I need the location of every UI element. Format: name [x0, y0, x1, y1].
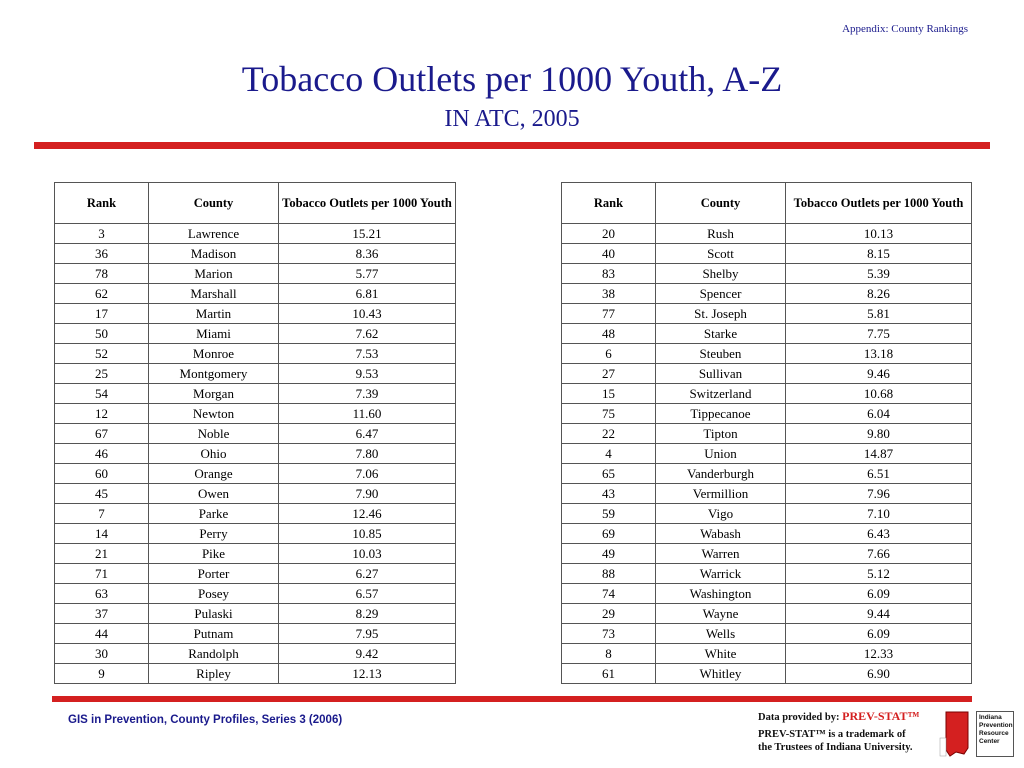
outlets-cell: 7.06: [279, 464, 456, 484]
outlets-cell: 6.09: [786, 584, 972, 604]
table-row: [562, 264, 972, 284]
table-row: [562, 664, 972, 684]
table-row: [562, 344, 972, 364]
rank-cell: 6: [562, 344, 656, 364]
county-cell: Monroe: [149, 344, 279, 364]
rank-cell: 15: [562, 384, 656, 404]
column-header-county: County: [149, 183, 279, 224]
table-row: [55, 424, 456, 444]
outlets-cell: 12.46: [279, 504, 456, 524]
rank-cell: 54: [55, 384, 149, 404]
rank-cell: 83: [562, 264, 656, 284]
column-header-county: County: [656, 183, 786, 224]
table-row: [55, 364, 456, 384]
rank-cell: 40: [562, 244, 656, 264]
table-row: [55, 244, 456, 264]
rank-cell: 14: [55, 524, 149, 544]
table-row: [562, 364, 972, 384]
county-cell: Whitley: [656, 664, 786, 684]
county-cell: Switzerland: [656, 384, 786, 404]
outlets-cell: 10.85: [279, 524, 456, 544]
table-row: [562, 644, 972, 664]
table-row: [55, 264, 456, 284]
rank-cell: 30: [55, 644, 149, 664]
county-cell: Vermillion: [656, 484, 786, 504]
county-cell: Miami: [149, 324, 279, 344]
table-body-right: [562, 224, 972, 684]
table-row: [55, 444, 456, 464]
table-row: [562, 544, 972, 564]
outlets-cell: 12.33: [786, 644, 972, 664]
table-row: [562, 404, 972, 424]
table-row: [55, 344, 456, 364]
outlets-cell: 6.27: [279, 564, 456, 584]
rank-cell: 22: [562, 424, 656, 444]
trademark-line-2: the Trustees of Indiana University.: [758, 742, 913, 753]
rank-cell: 75: [562, 404, 656, 424]
outlets-cell: 6.43: [786, 524, 972, 544]
table-row: [55, 644, 456, 664]
rank-cell: 88: [562, 564, 656, 584]
provided-by-label: Data provided by:: [758, 712, 840, 723]
column-header-outlets: Tobacco Outlets per 1000 Youth: [279, 183, 456, 224]
column-header-rank: Rank: [562, 183, 656, 224]
outlets-cell: 7.90: [279, 484, 456, 504]
outlets-cell: 8.26: [786, 284, 972, 304]
page-title: Tobacco Outlets per 1000 Youth, A-Z: [241, 59, 783, 99]
rank-cell: 29: [562, 604, 656, 624]
rank-cell: 77: [562, 304, 656, 324]
county-cell: Spencer: [656, 284, 786, 304]
outlets-cell: 13.18: [786, 344, 972, 364]
rank-cell: 49: [562, 544, 656, 564]
county-cell: Rush: [656, 224, 786, 244]
column-header-rank: Rank: [55, 183, 149, 224]
county-cell: Wabash: [656, 524, 786, 544]
outlets-cell: 6.90: [786, 664, 972, 684]
ranking-table-left: [54, 182, 456, 684]
county-cell: Porter: [149, 564, 279, 584]
table-row: [562, 444, 972, 464]
county-cell: Orange: [149, 464, 279, 484]
outlets-cell: 6.47: [279, 424, 456, 444]
outlets-cell: 6.51: [786, 464, 972, 484]
outlets-cell: 7.62: [279, 324, 456, 344]
county-cell: Tippecanoe: [656, 404, 786, 424]
table-row: [562, 284, 972, 304]
county-cell: Scott: [656, 244, 786, 264]
outlets-cell: 7.75: [786, 324, 972, 344]
top-divider: [34, 142, 990, 149]
outlets-cell: 9.46: [786, 364, 972, 384]
outlets-cell: 15.21: [279, 224, 456, 244]
county-cell: Owen: [149, 484, 279, 504]
table-header-row: [562, 183, 972, 224]
table-row: [562, 424, 972, 444]
county-cell: Noble: [149, 424, 279, 444]
outlets-cell: 7.96: [786, 484, 972, 504]
outlets-cell: 12.13: [279, 664, 456, 684]
rank-cell: 4: [562, 444, 656, 464]
rank-cell: 60: [55, 464, 149, 484]
footer-series-label: GIS in Prevention, County Profiles, Series 3 (2006): [68, 714, 343, 726]
rank-cell: 12: [55, 404, 149, 424]
outlets-cell: 5.81: [786, 304, 972, 324]
county-cell: Parke: [149, 504, 279, 524]
outlets-cell: 6.09: [786, 624, 972, 644]
rank-cell: 69: [562, 524, 656, 544]
county-cell: Montgomery: [149, 364, 279, 384]
table-row: [562, 384, 972, 404]
outlets-cell: 9.42: [279, 644, 456, 664]
county-cell: White: [656, 644, 786, 664]
outlets-cell: 10.13: [786, 224, 972, 244]
outlets-cell: 5.39: [786, 264, 972, 284]
county-cell: Newton: [149, 404, 279, 424]
rank-cell: 25: [55, 364, 149, 384]
county-cell: Pike: [149, 544, 279, 564]
county-cell: Posey: [149, 584, 279, 604]
rank-cell: 21: [55, 544, 149, 564]
rank-cell: 48: [562, 324, 656, 344]
rank-cell: 63: [55, 584, 149, 604]
rank-cell: 43: [562, 484, 656, 504]
county-cell: Morgan: [149, 384, 279, 404]
table-row: [562, 624, 972, 644]
table-row: [562, 524, 972, 544]
county-cell: Martin: [149, 304, 279, 324]
table-row: [55, 584, 456, 604]
county-cell: Warren: [656, 544, 786, 564]
rank-cell: 73: [562, 624, 656, 644]
table-row: [55, 404, 456, 424]
rank-cell: 37: [55, 604, 149, 624]
table-row: [55, 624, 456, 644]
rank-cell: 3: [55, 224, 149, 244]
county-cell: Ripley: [149, 664, 279, 684]
table-row: [55, 664, 456, 684]
provided-by-line: [758, 710, 919, 724]
outlets-cell: 10.43: [279, 304, 456, 324]
county-cell: Union: [656, 444, 786, 464]
outlets-cell: 14.87: [786, 444, 972, 464]
rank-cell: 45: [55, 484, 149, 504]
table-row: [55, 484, 456, 504]
bottom-divider: [52, 696, 972, 702]
rank-cell: 8: [562, 644, 656, 664]
rank-cell: 44: [55, 624, 149, 644]
county-cell: Pulaski: [149, 604, 279, 624]
table-row: [55, 544, 456, 564]
county-cell: Vigo: [656, 504, 786, 524]
table-row: [562, 224, 972, 244]
rank-cell: 52: [55, 344, 149, 364]
table-row: [55, 384, 456, 404]
outlets-cell: 5.12: [786, 564, 972, 584]
table-body-left: [55, 224, 456, 684]
rank-cell: 65: [562, 464, 656, 484]
outlets-cell: 6.57: [279, 584, 456, 604]
table-row: [55, 464, 456, 484]
rank-cell: 61: [562, 664, 656, 684]
county-cell: Tipton: [656, 424, 786, 444]
county-cell: Lawrence: [149, 224, 279, 244]
table-row: [55, 564, 456, 584]
outlets-cell: 7.39: [279, 384, 456, 404]
table-row: [562, 604, 972, 624]
outlets-cell: 6.81: [279, 284, 456, 304]
county-cell: Ohio: [149, 444, 279, 464]
table-row: [562, 324, 972, 344]
logo-text: Indiana Prevention Resource Center: [976, 711, 1014, 757]
iprc-logo: [938, 708, 1016, 760]
rank-cell: 38: [562, 284, 656, 304]
outlets-cell: 5.77: [279, 264, 456, 284]
county-cell: Marshall: [149, 284, 279, 304]
outlets-cell: 7.10: [786, 504, 972, 524]
county-cell: Steuben: [656, 344, 786, 364]
table-row: [562, 584, 972, 604]
outlets-cell: 7.66: [786, 544, 972, 564]
table-header-row: [55, 183, 456, 224]
ranking-table-right: [561, 182, 972, 684]
outlets-cell: 6.04: [786, 404, 972, 424]
outlets-cell: 7.53: [279, 344, 456, 364]
county-cell: Marion: [149, 264, 279, 284]
outlets-cell: 8.29: [279, 604, 456, 624]
county-cell: Wells: [656, 624, 786, 644]
county-cell: Starke: [656, 324, 786, 344]
county-cell: Washington: [656, 584, 786, 604]
rank-cell: 20: [562, 224, 656, 244]
county-cell: Randolph: [149, 644, 279, 664]
table-row: [55, 524, 456, 544]
outlets-cell: 7.80: [279, 444, 456, 464]
rank-cell: 71: [55, 564, 149, 584]
page-subtitle: IN ATC, 2005: [444, 106, 580, 132]
trademark-line-1: PREV-STAT™ is a trademark of: [758, 729, 906, 740]
table-row: [562, 504, 972, 524]
table-row: [562, 464, 972, 484]
outlets-cell: 7.95: [279, 624, 456, 644]
outlets-cell: 10.03: [279, 544, 456, 564]
table-row: [55, 604, 456, 624]
column-header-outlets: Tobacco Outlets per 1000 Youth: [786, 183, 972, 224]
county-cell: Warrick: [656, 564, 786, 584]
rank-cell: 74: [562, 584, 656, 604]
rank-cell: 27: [562, 364, 656, 384]
outlets-cell: 9.80: [786, 424, 972, 444]
table-row: [55, 224, 456, 244]
rank-cell: 36: [55, 244, 149, 264]
outlets-cell: 9.53: [279, 364, 456, 384]
county-cell: Madison: [149, 244, 279, 264]
table-row: [562, 304, 972, 324]
table-row: [562, 244, 972, 264]
table-row: [562, 564, 972, 584]
county-cell: Putnam: [149, 624, 279, 644]
table-row: [55, 284, 456, 304]
rank-cell: 78: [55, 264, 149, 284]
rank-cell: 50: [55, 324, 149, 344]
rank-cell: 17: [55, 304, 149, 324]
outlets-cell: 11.60: [279, 404, 456, 424]
outlets-cell: 10.68: [786, 384, 972, 404]
rank-cell: 7: [55, 504, 149, 524]
outlets-cell: 9.44: [786, 604, 972, 624]
rank-cell: 62: [55, 284, 149, 304]
county-cell: Vanderburgh: [656, 464, 786, 484]
footer-credits: [758, 710, 919, 754]
rank-cell: 67: [55, 424, 149, 444]
table-row: [55, 504, 456, 524]
appendix-label: Appendix: County Rankings: [842, 23, 968, 35]
county-cell: St. Joseph: [656, 304, 786, 324]
outlets-cell: 8.36: [279, 244, 456, 264]
county-cell: Sullivan: [656, 364, 786, 384]
table-row: [55, 304, 456, 324]
rank-cell: 59: [562, 504, 656, 524]
table-row: [562, 484, 972, 504]
county-cell: Wayne: [656, 604, 786, 624]
rank-cell: 9: [55, 664, 149, 684]
county-cell: Perry: [149, 524, 279, 544]
brand-name: PREV-STAT™: [842, 709, 920, 723]
outlets-cell: 8.15: [786, 244, 972, 264]
table-row: [55, 324, 456, 344]
county-cell: Shelby: [656, 264, 786, 284]
rank-cell: 46: [55, 444, 149, 464]
